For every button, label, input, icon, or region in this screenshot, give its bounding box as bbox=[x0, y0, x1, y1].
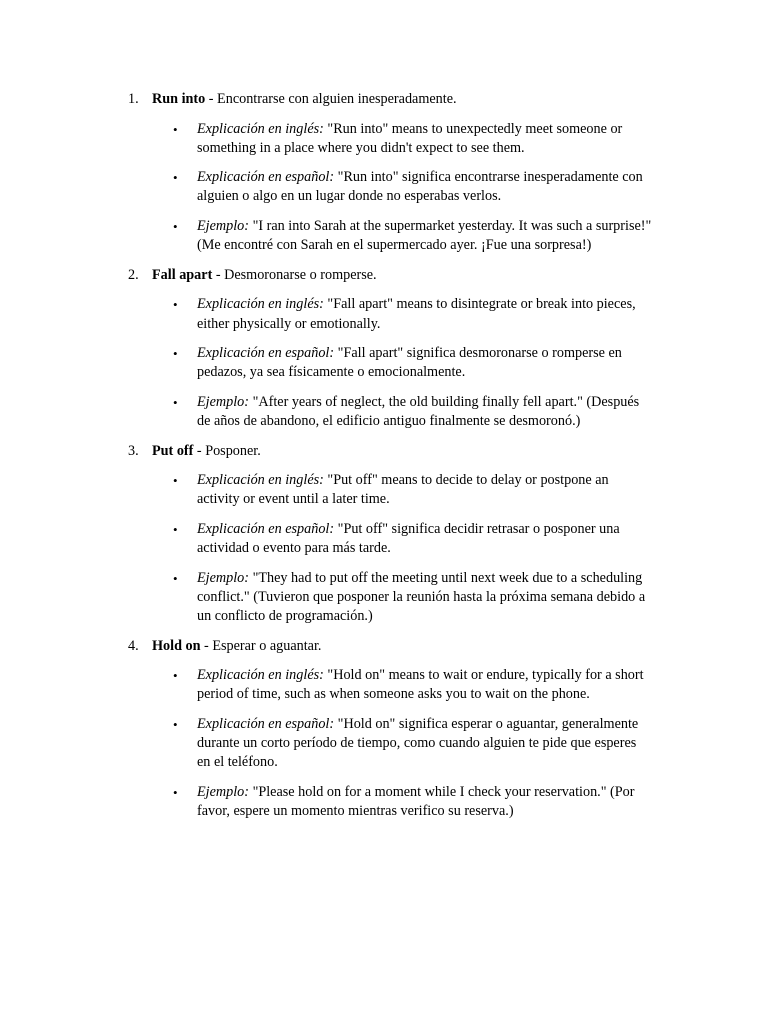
detail-text: "Hold on" significa esperar o aguantar, generalmente durante un corto período de tiempo, como cuando alguien te pide que esperes en el teléfono. bbox=[197, 715, 639, 771]
detail-item bbox=[152, 393, 652, 431]
detail-label: Explicación en inglés: bbox=[197, 667, 324, 684]
list-item bbox=[0, 266, 768, 431]
phrasal-verb-list bbox=[0, 90, 768, 821]
term-translation: - Posponer. bbox=[193, 442, 261, 459]
term-translation: - Desmoronarse o romperse. bbox=[212, 266, 377, 283]
entry-number: 1. bbox=[128, 91, 139, 107]
detail-item bbox=[152, 471, 652, 509]
detail-text: "Please hold on for a moment while I check your reservation." (Por favor, espere un momento mientras verifico su reserva.) bbox=[197, 783, 635, 819]
detail-label: Explicación en inglés: bbox=[197, 120, 324, 137]
list-item bbox=[0, 637, 768, 822]
bullet-icon: • bbox=[173, 716, 178, 732]
detail-text: "I ran into Sarah at the supermarket yesterday. It was such a surprise!" (Me encontré con Sarah en el supermercado ayer. ¡Fue una sorpresa!) bbox=[197, 217, 652, 254]
document-page bbox=[0, 90, 768, 832]
detail-text: "They had to put off the meeting until next week due to a scheduling conflict." (Tuvieron que posponer la reunión hasta la próxima semana debido a un conflicto de programación.) bbox=[197, 569, 646, 624]
detail-text: "Run into" significa encontrarse inesperadamente con alguien o algo en un lugar donde no esperabas verlos. bbox=[197, 169, 643, 205]
bullet-icon: • bbox=[173, 784, 178, 800]
bullet-icon: • bbox=[173, 394, 178, 410]
detail-list bbox=[152, 120, 768, 256]
phrasal-verb-term: Fall apart bbox=[152, 266, 213, 283]
phrasal-verb-term: Run into bbox=[152, 91, 206, 107]
detail-text: "Put off" means to decide to delay or postpone an activity or event until a later time. bbox=[197, 472, 609, 508]
detail-text: "Hold on" means to wait or endure, typically for a short period of time, such as when someone asks you to wait on the phone. bbox=[197, 667, 644, 703]
detail-item bbox=[152, 295, 652, 333]
bullet-icon: • bbox=[173, 170, 178, 186]
bullet-icon: • bbox=[173, 521, 178, 537]
detail-item bbox=[152, 783, 652, 821]
detail-text: "Put off" significa decidir retrasar o posponer una actividad o evento para más tarde. bbox=[197, 520, 620, 557]
list-item bbox=[0, 442, 768, 627]
detail-item bbox=[152, 168, 652, 206]
detail-label: Explicación en inglés: bbox=[197, 296, 324, 313]
detail-label: Ejemplo: bbox=[197, 783, 250, 800]
bullet-icon: • bbox=[173, 668, 178, 684]
list-item bbox=[0, 90, 768, 255]
detail-label: Explicación en español: bbox=[197, 715, 335, 732]
bullet-icon: • bbox=[173, 346, 178, 362]
bullet-icon: • bbox=[173, 570, 178, 586]
entry-heading bbox=[128, 266, 652, 285]
detail-list bbox=[152, 295, 768, 431]
detail-label: Explicación en inglés: bbox=[197, 472, 324, 489]
detail-text: "Fall apart" significa desmoronarse o romperse en pedazos, ya sea físicamente o emocionalmente. bbox=[197, 345, 622, 381]
detail-text: "Fall apart" means to disintegrate or break into pieces, either physically or emotionally. bbox=[197, 296, 636, 332]
entry-heading bbox=[128, 442, 652, 461]
detail-label: Explicación en español: bbox=[197, 345, 335, 362]
detail-item bbox=[152, 715, 652, 773]
detail-item bbox=[152, 666, 652, 704]
entry-number: 2. bbox=[128, 266, 139, 283]
detail-list bbox=[152, 666, 768, 821]
detail-label: Ejemplo: bbox=[197, 393, 250, 410]
detail-list bbox=[152, 471, 768, 626]
entry-number: 4. bbox=[128, 637, 139, 654]
term-translation: - Esperar o aguantar. bbox=[200, 637, 322, 654]
detail-text: "After years of neglect, the old building finally fell apart." (Después de años de abandono, el edificio antiguo finalmente se desmoronó.) bbox=[197, 393, 640, 429]
detail-label: Explicación en español: bbox=[197, 520, 335, 537]
phrasal-verb-term: Put off bbox=[152, 442, 194, 459]
detail-item bbox=[152, 520, 652, 558]
bullet-icon: • bbox=[173, 121, 178, 137]
entry-number: 3. bbox=[128, 442, 139, 459]
entry-heading bbox=[128, 637, 652, 656]
phrasal-verb-term: Hold on bbox=[152, 637, 201, 654]
term-translation: - Encontrarse con alguien inesperadamente. bbox=[205, 91, 457, 107]
detail-label: Ejemplo: bbox=[197, 217, 250, 234]
detail-label: Explicación en español: bbox=[197, 169, 335, 186]
detail-item bbox=[152, 569, 652, 627]
detail-item bbox=[152, 217, 652, 255]
detail-label: Ejemplo: bbox=[197, 569, 250, 586]
detail-text: "Run into" means to unexpectedly meet someone or something in a place where you didn't expect to see them. bbox=[197, 120, 623, 156]
detail-item bbox=[152, 120, 652, 158]
bullet-icon: • bbox=[173, 297, 178, 313]
detail-item bbox=[152, 344, 652, 382]
bullet-icon: • bbox=[173, 218, 178, 234]
entry-heading bbox=[128, 90, 652, 109]
bullet-icon: • bbox=[173, 473, 178, 489]
